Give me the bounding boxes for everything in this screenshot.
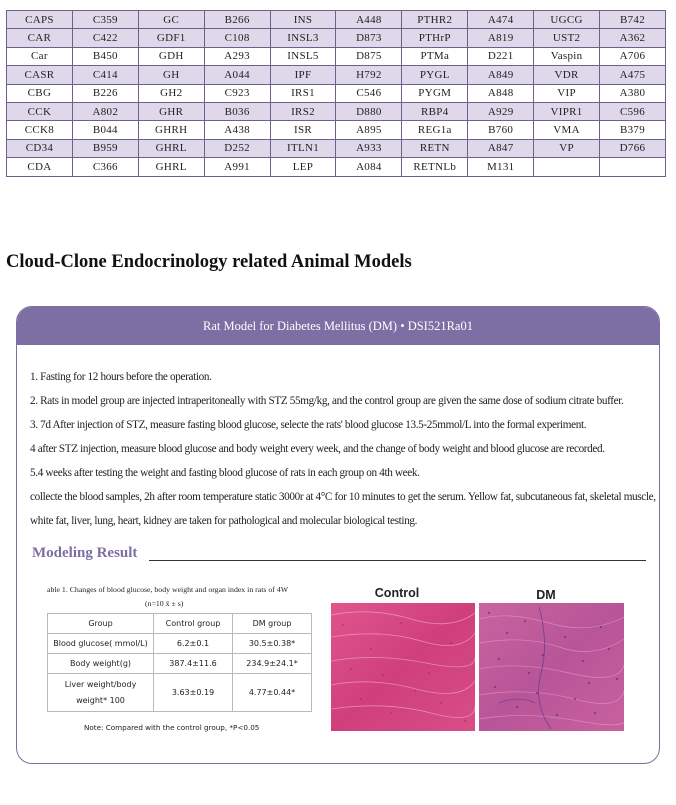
result-cell: 3.63±0.19 bbox=[154, 674, 233, 712]
gene-table-cell: GH bbox=[138, 66, 204, 84]
gene-table-cell: Vaspin bbox=[534, 47, 600, 65]
result-cell: 6.2±0.1 bbox=[154, 634, 233, 654]
result-cell: Body weight(g) bbox=[48, 654, 154, 674]
gene-table-cell: RBP4 bbox=[402, 102, 468, 120]
gene-table-body bbox=[7, 11, 666, 177]
result-header-cell: Group bbox=[48, 614, 154, 634]
step-4: 4 after STZ injection, measure blood glucose and body weight every week, and the change of body weight and blood glucose are recorded. bbox=[30, 443, 605, 455]
gene-table-row bbox=[7, 66, 666, 84]
gene-table-cell: RETN bbox=[402, 139, 468, 157]
gene-table-cell: A438 bbox=[204, 121, 270, 139]
gene-table-cell: CAR bbox=[7, 29, 73, 47]
gene-table-cell: IRS2 bbox=[270, 102, 336, 120]
gene-table-cell: A448 bbox=[336, 11, 402, 29]
gene-table-row bbox=[7, 102, 666, 120]
result-cell: 4.77±0.44* bbox=[233, 674, 312, 712]
gene-table-cell: CDA bbox=[7, 158, 73, 176]
result-table-row bbox=[48, 654, 312, 674]
gene-table-cell: A293 bbox=[204, 47, 270, 65]
result-table-row bbox=[48, 634, 312, 654]
result-cell: Blood glucose( mmol/L) bbox=[48, 634, 154, 654]
gene-table-cell: CAPS bbox=[7, 11, 73, 29]
result-title: Modeling Result bbox=[32, 545, 138, 561]
step-1: 1. Fasting for 12 hours before the operation. bbox=[30, 371, 212, 383]
gene-table-cell: INSL5 bbox=[270, 47, 336, 65]
gene-table-cell: GH2 bbox=[138, 84, 204, 102]
gene-table-cell: H792 bbox=[336, 66, 402, 84]
dm-histology-image bbox=[479, 603, 624, 731]
gene-table-cell bbox=[534, 158, 600, 176]
result-cell: 387.4±11.6 bbox=[154, 654, 233, 674]
gene-table-cell: C596 bbox=[600, 102, 666, 120]
result-table-header-row bbox=[48, 614, 312, 634]
gene-table-cell: CCK8 bbox=[7, 121, 73, 139]
gene-table-cell: B959 bbox=[72, 139, 138, 157]
gene-table bbox=[6, 10, 666, 177]
gene-table-cell: Car bbox=[7, 47, 73, 65]
gene-table-cell: VIPR1 bbox=[534, 102, 600, 120]
result-cell: 234.9±24.1* bbox=[233, 654, 312, 674]
protocol-steps bbox=[30, 365, 660, 533]
gene-table-cell: C546 bbox=[336, 84, 402, 102]
gene-table-cell: D766 bbox=[600, 139, 666, 157]
gene-table-cell: C414 bbox=[72, 66, 138, 84]
result-divider bbox=[149, 560, 646, 561]
gene-table-cell: GHRL bbox=[138, 158, 204, 176]
gene-table-cell: CCK bbox=[7, 102, 73, 120]
gene-table-cell: UGCG bbox=[534, 11, 600, 29]
gene-table-cell: C422 bbox=[72, 29, 138, 47]
gene-table-cell: A929 bbox=[468, 102, 534, 120]
result-cell: 30.5±0.38* bbox=[233, 634, 312, 654]
result-header-cell: DM group bbox=[233, 614, 312, 634]
gene-table-cell: IPF bbox=[270, 66, 336, 84]
gene-table-cell: PTMa bbox=[402, 47, 468, 65]
gene-table-row bbox=[7, 158, 666, 176]
gene-table-cell: GDH bbox=[138, 47, 204, 65]
gene-table-cell: INS bbox=[270, 11, 336, 29]
gene-table-row bbox=[7, 29, 666, 47]
gene-table-cell: A847 bbox=[468, 139, 534, 157]
gene-table-cell: A895 bbox=[336, 121, 402, 139]
gene-table-row bbox=[7, 84, 666, 102]
gene-table-cell: RETNLb bbox=[402, 158, 468, 176]
gene-table-row bbox=[7, 121, 666, 139]
gene-table-cell: CASR bbox=[7, 66, 73, 84]
gene-table-cell: A474 bbox=[468, 11, 534, 29]
gene-table-cell bbox=[600, 158, 666, 176]
gene-table-cell: D875 bbox=[336, 47, 402, 65]
result-cell: Liver weight/body weight* 100 bbox=[48, 674, 154, 712]
gene-table-cell: B226 bbox=[72, 84, 138, 102]
gene-table-cell: A044 bbox=[204, 66, 270, 84]
gene-table-cell: A819 bbox=[468, 29, 534, 47]
gene-table-cell: GHRH bbox=[138, 121, 204, 139]
gene-table-row bbox=[7, 47, 666, 65]
gene-table-cell: B742 bbox=[600, 11, 666, 29]
gene-table-cell: B450 bbox=[72, 47, 138, 65]
gene-table-cell: D873 bbox=[336, 29, 402, 47]
model-card bbox=[16, 306, 660, 764]
gene-table-cell: B044 bbox=[72, 121, 138, 139]
gene-table-cell: C108 bbox=[204, 29, 270, 47]
gene-table-cell: INSL3 bbox=[270, 29, 336, 47]
gene-table-cell: M131 bbox=[468, 158, 534, 176]
gene-table-cell: VDR bbox=[534, 66, 600, 84]
gene-table-cell: D880 bbox=[336, 102, 402, 120]
section-heading: Cloud-Clone Endocrinology related Animal Models bbox=[6, 252, 412, 272]
gene-table-cell: PTHrP bbox=[402, 29, 468, 47]
gene-table-cell: CD34 bbox=[7, 139, 73, 157]
gene-table-cell: A849 bbox=[468, 66, 534, 84]
gene-table-cell: A706 bbox=[600, 47, 666, 65]
gene-table-cell: A084 bbox=[336, 158, 402, 176]
gene-table-cell: D252 bbox=[204, 139, 270, 157]
gene-table-cell: B036 bbox=[204, 102, 270, 120]
gene-table-cell: UST2 bbox=[534, 29, 600, 47]
control-image-label: Control bbox=[374, 586, 420, 600]
gene-table-cell: D221 bbox=[468, 47, 534, 65]
gene-table-cell: B760 bbox=[468, 121, 534, 139]
gene-table-cell: A380 bbox=[600, 84, 666, 102]
gene-table-cell: A991 bbox=[204, 158, 270, 176]
result-table-caption: able 1. Changes of blood glucose, body weight and organ index in rats of 4W bbox=[47, 585, 289, 594]
step-2: 2. Rats in model group are injected intraperitoneally with STZ 55mg/kg, and the control group are given the same dose of sodium citrate buffer. bbox=[30, 395, 624, 407]
result-table bbox=[47, 613, 312, 712]
step-6: collecte the blood samples, 2h after room temperature static 3000r at 4°C for 10 minutes to get the serum. Yellow fat, subcutaneous fat, skeletal muscle, white fat, liver, lung, heart, kidney are taken for pathological and molecular biological testing. bbox=[30, 491, 656, 527]
gene-table-cell: A933 bbox=[336, 139, 402, 157]
gene-table-cell: A475 bbox=[600, 66, 666, 84]
gene-table-cell: GC bbox=[138, 11, 204, 29]
result-table-note: Note: Compared with the control group, *P<0.05 bbox=[84, 723, 260, 732]
gene-table-cell: B266 bbox=[204, 11, 270, 29]
result-table-row bbox=[48, 674, 312, 712]
gene-table-cell: A362 bbox=[600, 29, 666, 47]
result-table-subcaption: (n=10 x̄ ± s) bbox=[145, 599, 184, 608]
dm-image-label: DM bbox=[536, 588, 556, 602]
gene-table-row bbox=[7, 139, 666, 157]
gene-table-cell: C359 bbox=[72, 11, 138, 29]
gene-table-cell: VP bbox=[534, 139, 600, 157]
gene-table-cell: PTHR2 bbox=[402, 11, 468, 29]
gene-table-cell: VMA bbox=[534, 121, 600, 139]
gene-table-cell: GHR bbox=[138, 102, 204, 120]
gene-table-cell: C366 bbox=[72, 158, 138, 176]
step-5: 5.4 weeks after testing the weight and fasting blood glucose of rats in each group on 4th week. bbox=[30, 467, 420, 479]
step-3: 3. 7d After injection of STZ, measure fasting blood glucose, selecte the rats' blood glucose 13.5-25mmol/L into the formal experiment. bbox=[30, 419, 587, 431]
gene-table-cell: ITLN1 bbox=[270, 139, 336, 157]
gene-table-cell: PYGL bbox=[402, 66, 468, 84]
gene-table-cell: REG1a bbox=[402, 121, 468, 139]
gene-table-cell: B379 bbox=[600, 121, 666, 139]
control-histology-image bbox=[331, 603, 475, 731]
gene-table-cell: GDF1 bbox=[138, 29, 204, 47]
gene-table-row bbox=[7, 11, 666, 29]
gene-table-cell: VIP bbox=[534, 84, 600, 102]
gene-table-cell: ISR bbox=[270, 121, 336, 139]
gene-table-cell: A802 bbox=[72, 102, 138, 120]
gene-table-cell: CBG bbox=[7, 84, 73, 102]
gene-table-cell: C923 bbox=[204, 84, 270, 102]
gene-table-cell: GHRL bbox=[138, 139, 204, 157]
card-header: Rat Model for Diabetes Mellitus (DM) • DSI521Ra01 bbox=[17, 307, 659, 345]
gene-table-cell: A848 bbox=[468, 84, 534, 102]
gene-table-cell: LEP bbox=[270, 158, 336, 176]
gene-table-cell: IRS1 bbox=[270, 84, 336, 102]
result-header-cell: Control group bbox=[154, 614, 233, 634]
gene-table-cell: PYGM bbox=[402, 84, 468, 102]
